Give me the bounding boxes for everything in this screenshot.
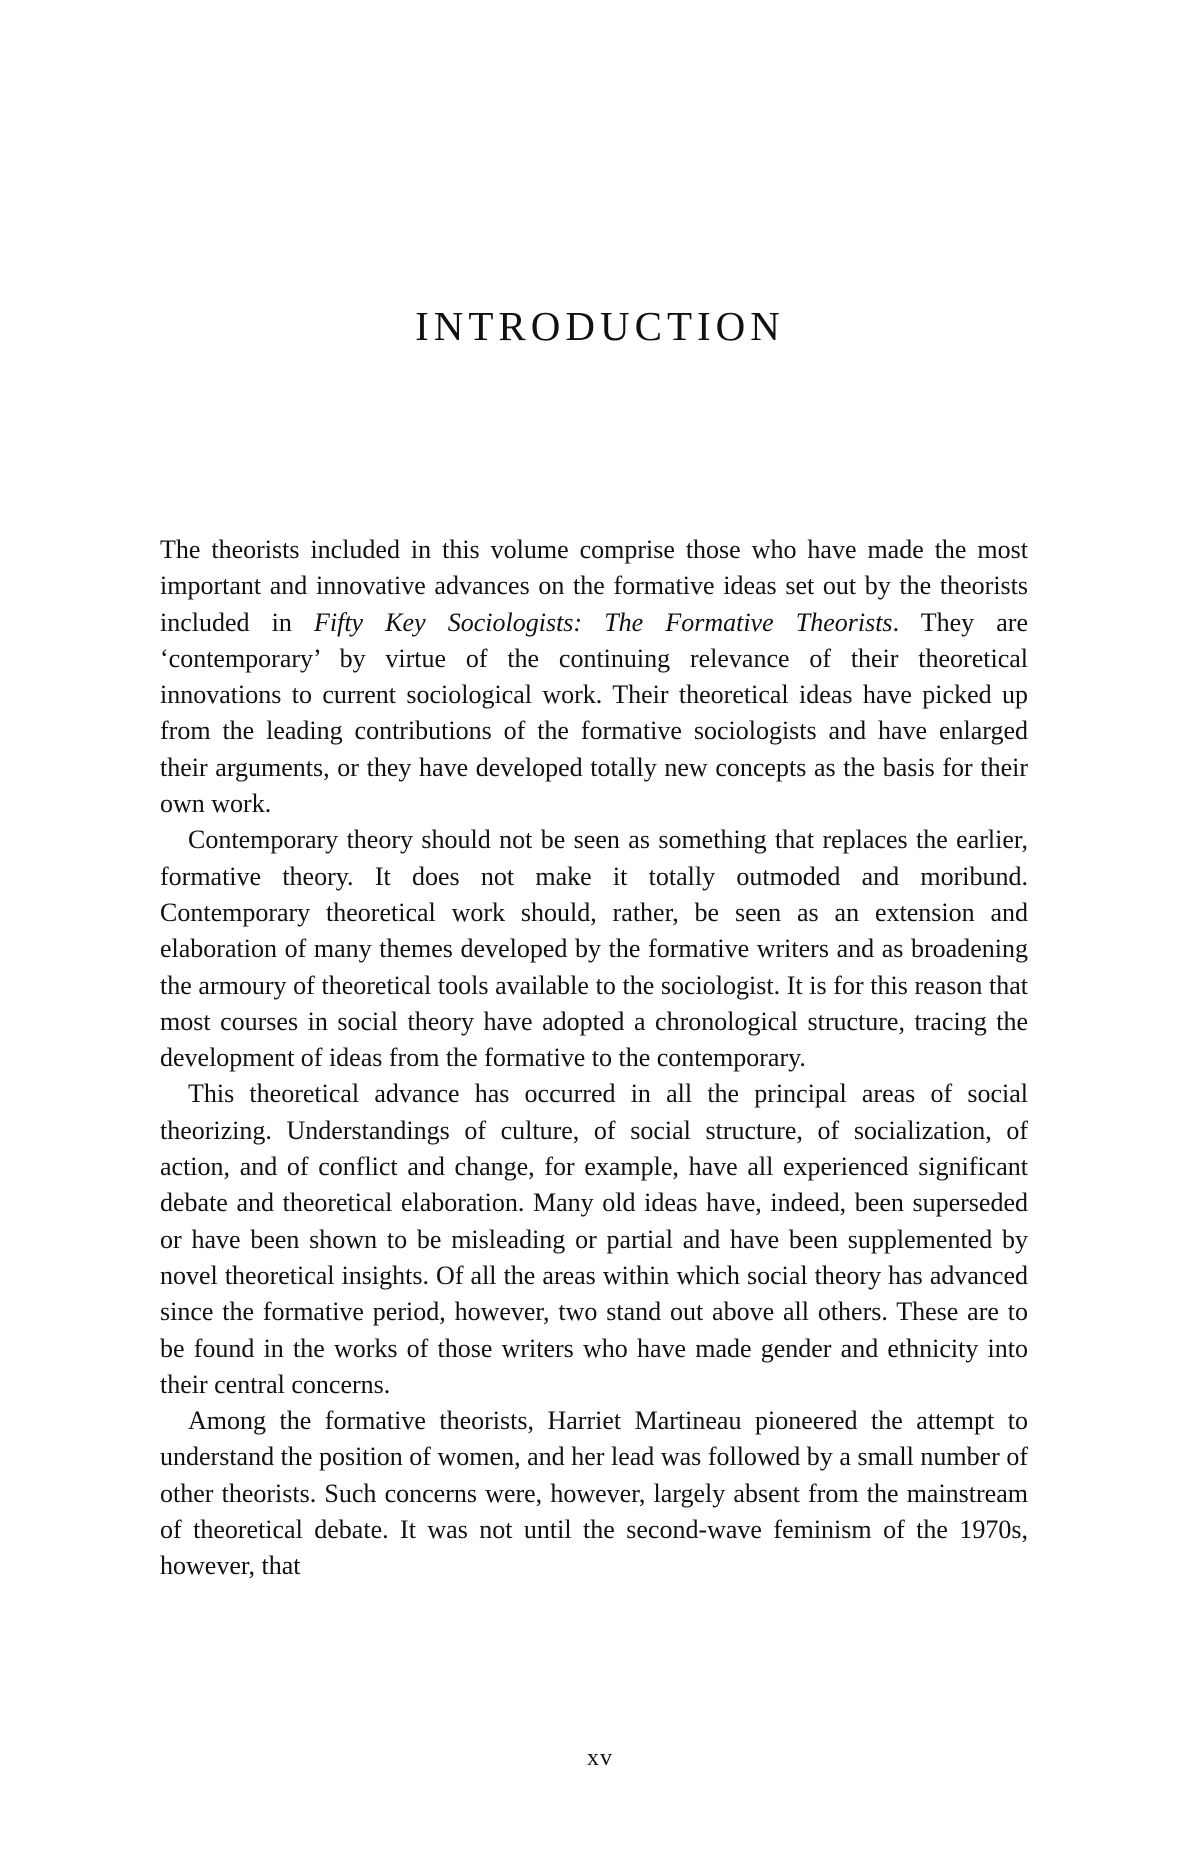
body-text xyxy=(160,532,1028,1585)
page-title: INTRODUCTION xyxy=(415,303,785,349)
paragraph-4: Among the formative theorists, Harriet Martineau pioneered the attempt to understand the position of women, and her lead was followed by a small number of other theorists. Such concerns were, however, largely absent from the mainstream of theoretical debate. It was not until the second-wave feminism of the 1970s, however, that xyxy=(160,1406,1028,1581)
page-number: xv xyxy=(587,1745,613,1771)
paragraph-1-text-b: . They are ‘contemporary’ by virtue of the continuing relevance of their theoretical innovations to current sociological work. Their theoretical ideas have picked up from the leading contributions of the formative sociologists and have enlarged their arguments, or they have developed totally new concepts as the basis for their own work. xyxy=(160,607,1028,819)
paragraph-1 xyxy=(160,532,1028,822)
paragraph-2: Contemporary theory should not be seen as something that replaces the earlier, formative theory. It does not make it totally outmoded and moribund. Contemporary theoretical work should, rather, be seen as an extension and elaboration of many themes developed by the formative writers and as broadening the armoury of theoretical tools available to the sociologist. It is for this reason that most courses in social theory have adopted a chronological structure, tracing the development of ideas from the formative to the contemporary. xyxy=(160,825,1028,1073)
book-title-italic: Fifty Key Sociologists: The Formative Theorists xyxy=(314,607,893,637)
paragraph-3: This theoretical advance has occurred in all the principal areas of social theorizing. Understandings of culture, of social structure, of socialization, of action, and of conflict and change, for example, have all experienced significant debate and theoretical elaboration. Many old ideas have, indeed, been superseded or have been shown to be misleading or partial and have been supplemented by novel theoretical insights. Of all the areas within which social theory has advanced since the formative period, however, two stand out above all others. These are to be found in the works of those writers who have made gender and ethnicity into their central concerns. xyxy=(160,1079,1028,1399)
paragraph-1-text-a: The theorists included in this volume comprise those who have made the most important and innovative advances on the formative ideas set out by the theorists included in xyxy=(160,535,1028,637)
